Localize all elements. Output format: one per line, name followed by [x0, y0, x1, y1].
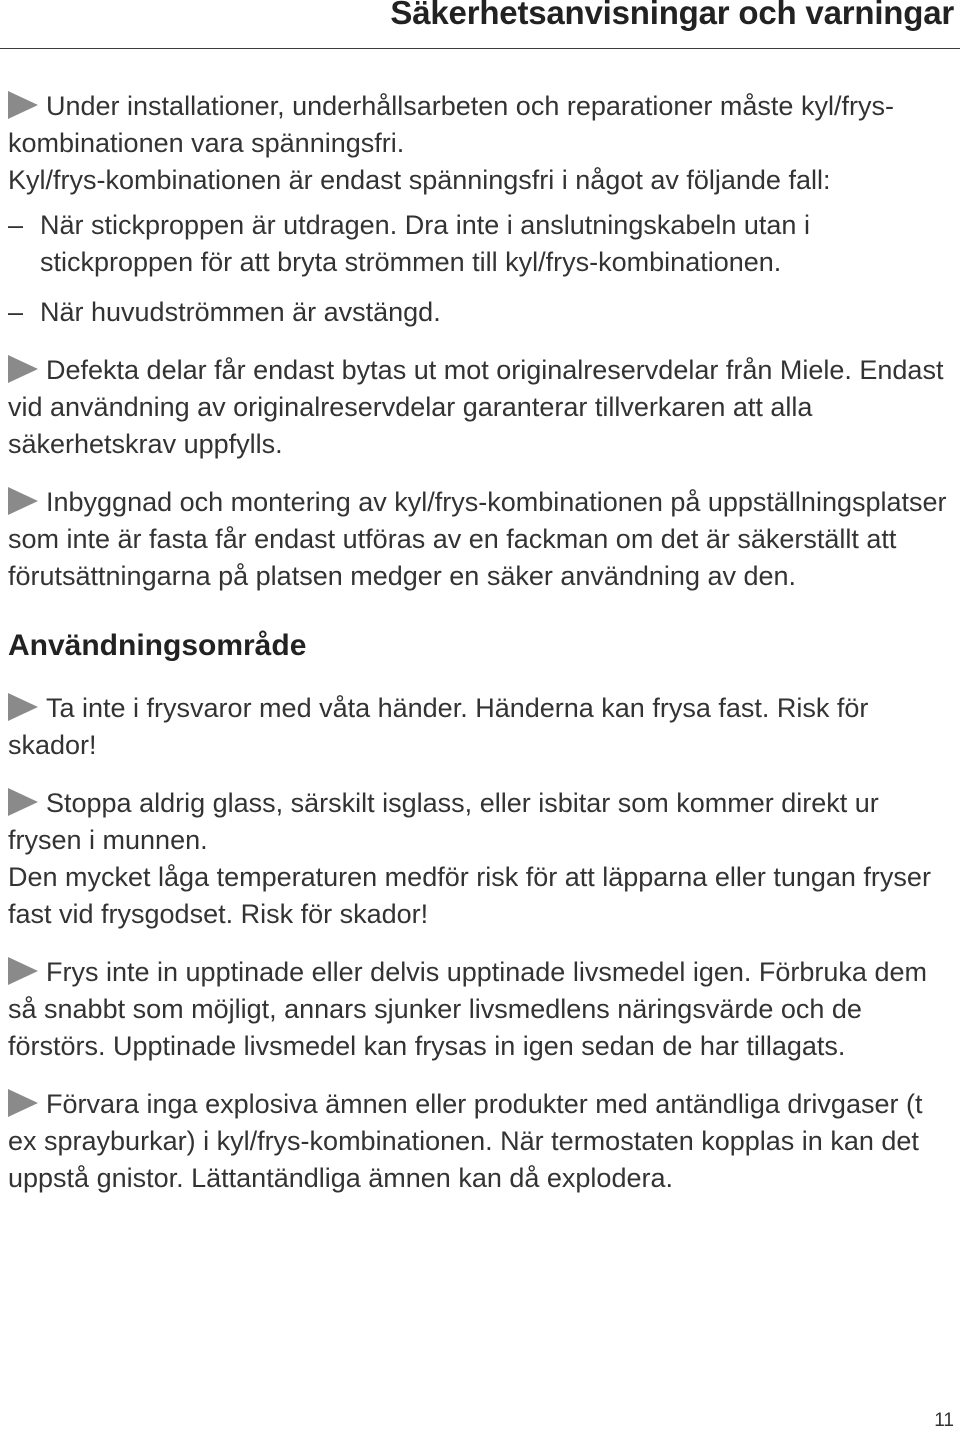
warning-item	[8, 88, 952, 331]
warning-text: Förvara inga explosiva ämnen eller produkter med antändliga drivgaser (t ex sprayburkar) i kyl/frys-kombinationen. När termostaten kopplas in kan det uppstå gnistor. Lättantändliga ämnen kan då explodera.	[8, 1089, 923, 1193]
warning-extra-text: Kyl/frys-kombinationen är endast spänningsfri i något av följande fall:	[8, 165, 831, 195]
warning-text: Frys inte in upptinade eller delvis upptinade livsmedel igen. Förbruka dem så snabbt som möjligt, annars sjunker livsmedlens näringsvärde och de förstörs. Upptinade livsmedel kan frysas in igen sedan de har tillagats.	[8, 957, 927, 1061]
warning-text: Stoppa aldrig glass, särskilt isglass, eller isbitar som kommer direkt ur frysen i munnen.	[8, 788, 879, 855]
warning-text: Ta inte i frysvaror med våta händer. Händerna kan frysa fast. Risk för skador!	[8, 693, 869, 760]
dash-marker: –	[8, 210, 24, 240]
warning-item	[8, 785, 952, 933]
section-heading: Användningsområde	[8, 629, 307, 662]
warning-item	[8, 352, 952, 463]
dash-item-text: När huvudströmmen är avstängd.	[40, 297, 441, 327]
dash-list-item	[8, 207, 952, 281]
warning-extra-text: Den mycket låga temperaturen medför risk för att läpparna eller tungan fryser fast vid frysgodset. Risk för skador!	[8, 862, 931, 929]
page-number: 11	[934, 1410, 954, 1431]
warning-triangle-icon	[8, 1089, 38, 1117]
page-title: Säkerhetsanvisningar och varningar	[390, 0, 954, 31]
page-header	[0, 0, 960, 49]
warning-text: Inbyggnad och montering av kyl/frys-kombinationen på uppställningsplatser som inte är fasta får endast utföras av en fackman om det är säkerställt att förutsättningarna på platsen medger en säker användning av den.	[8, 487, 947, 591]
warning-triangle-icon	[8, 487, 38, 515]
warning-triangle-icon	[8, 957, 38, 985]
warning-item	[8, 690, 952, 764]
warning-text: Defekta delar får endast bytas ut mot originalreservdelar från Miele. Endast vid användning av originalreservdelar garanterar tillverkaren att alla säkerhetskrav uppfylls.	[8, 355, 944, 459]
warning-item	[8, 954, 952, 1065]
warning-item	[8, 484, 952, 595]
dash-marker: –	[8, 297, 24, 327]
warning-text: Under installationer, underhållsarbeten och reparationer måste kyl/frys-kombinationen vara spänningsfri.	[8, 91, 894, 158]
warning-triangle-icon	[8, 788, 38, 816]
warning-triangle-icon	[8, 693, 38, 721]
warning-triangle-icon	[8, 355, 38, 383]
dash-list-item	[8, 294, 952, 331]
dash-item-text: När stickproppen är utdragen. Dra inte i anslutningskabeln utan i stickproppen för att bryta strömmen till kyl/frys-kombinationen.	[40, 210, 810, 277]
page-content	[8, 88, 952, 1218]
warning-item	[8, 1086, 952, 1197]
warning-triangle-icon	[8, 91, 38, 119]
